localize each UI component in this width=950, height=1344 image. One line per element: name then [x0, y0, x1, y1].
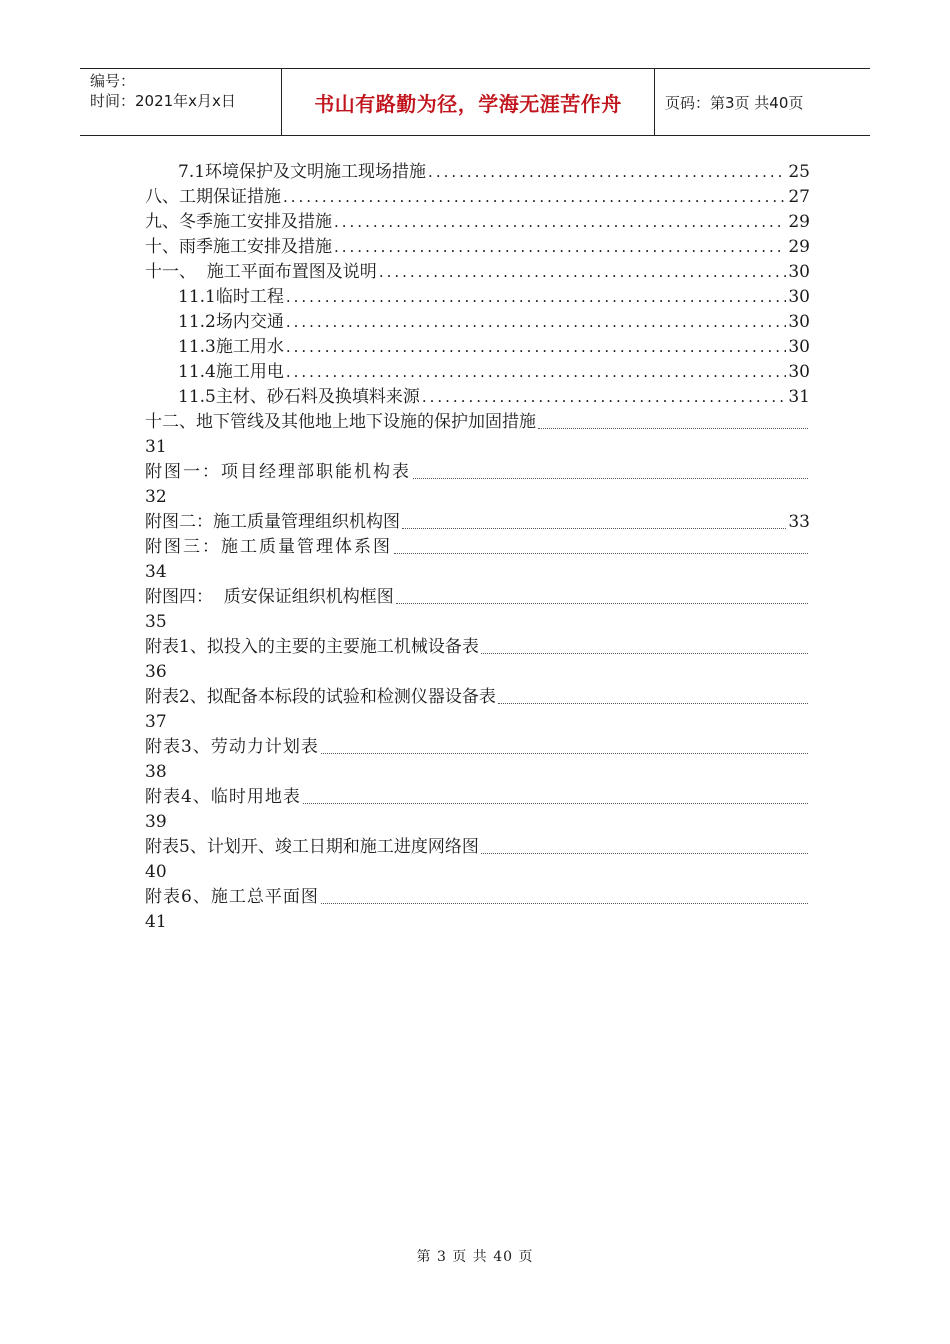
toc-entry-title: 附图一：项目经理部职能机构表 — [145, 462, 411, 482]
toc-entry-page: 30 — [788, 312, 810, 332]
header-meta — [80, 69, 282, 135]
toc-entry-page: 31 — [145, 437, 167, 457]
toc-leader — [321, 897, 808, 904]
toc-entry-page: 34 — [145, 562, 167, 582]
toc-leader — [379, 260, 787, 285]
header-page-code: 页码：第3页 共40页 — [665, 93, 804, 112]
toc-entry-title: 附表1、拟投入的主要的主要施工机械设备表 — [145, 637, 479, 657]
toc-entry-page: 41 — [145, 912, 167, 932]
toc-leader — [321, 747, 808, 754]
toc-entry-title: 11.5主材、砂石料及换填料来源 — [178, 387, 420, 407]
toc-entry-title: 十一、 施工平面布置图及说明 — [145, 262, 377, 282]
toc-entry-title: 附图二：施工质量管理组织机构图 — [145, 512, 400, 532]
toc-entry-title: 附图四： 质安保证组织机构框图 — [145, 587, 394, 607]
toc-entry-title: 十、雨季施工安排及措施 — [145, 237, 332, 257]
toc-leader — [394, 547, 808, 554]
toc-entry-page: 30 — [788, 362, 810, 382]
toc-entry-title: 八、工期保证措施 — [145, 187, 281, 207]
toc-entry-page: 30 — [788, 337, 810, 357]
toc-entry-page: 37 — [145, 712, 167, 732]
toc-entry-page: 29 — [788, 237, 810, 257]
toc-leader — [286, 285, 787, 310]
toc-entry[interactable] — [145, 260, 810, 285]
toc-entry[interactable] — [145, 210, 810, 235]
toc-entry-title: 附表6、施工总平面图 — [145, 887, 319, 907]
toc-entry-title: 十二、地下管线及其他地上地下设施的保护加固措施 — [145, 412, 536, 432]
toc-entry[interactable] — [145, 460, 810, 485]
toc-leader — [334, 210, 786, 235]
number-label: 编号： — [90, 72, 136, 90]
toc-leader — [538, 422, 808, 429]
toc-entry[interactable] — [145, 360, 810, 385]
toc-entry-page: 40 — [145, 862, 167, 882]
toc-leader — [303, 797, 808, 804]
toc-leader — [481, 847, 808, 854]
toc-entry-title: 11.2场内交通 — [178, 312, 284, 332]
time-label: 时间：2021年x月x日 — [90, 92, 236, 110]
toc-entry[interactable] — [145, 285, 810, 310]
toc-entry[interactable] — [145, 335, 810, 360]
toc-leader — [402, 522, 786, 529]
toc-entry[interactable] — [145, 385, 810, 410]
toc-entry[interactable] — [145, 185, 810, 210]
toc-leader — [481, 647, 808, 654]
page-header — [80, 68, 870, 136]
toc-leader — [286, 310, 787, 335]
table-of-contents — [145, 160, 810, 935]
toc-leader — [396, 597, 808, 604]
toc-entry[interactable] — [145, 160, 810, 185]
toc-entry-title: 附表3、劳动力计划表 — [145, 737, 319, 757]
toc-entry-page: 33 — [788, 512, 810, 532]
toc-entry[interactable] — [145, 735, 810, 760]
toc-entry[interactable] — [145, 785, 810, 810]
toc-entry-page: 25 — [788, 162, 810, 182]
toc-entry-page: 30 — [788, 262, 810, 282]
toc-leader — [428, 160, 786, 185]
toc-entry-title: 11.4施工用电 — [178, 362, 284, 382]
page-footer: 第 3 页 共 40 页 — [416, 1249, 534, 1265]
toc-entry[interactable] — [145, 310, 810, 335]
toc-entry-page: 38 — [145, 762, 167, 782]
toc-entry-title: 附表4、临时用地表 — [145, 787, 301, 807]
toc-entry-title: 附图三：施工质量管理体系图 — [145, 537, 392, 557]
toc-leader — [498, 697, 808, 704]
toc-entry-page: 30 — [788, 287, 810, 307]
toc-entry-page: 29 — [788, 212, 810, 232]
toc-entry[interactable] — [145, 885, 810, 910]
toc-leader — [286, 360, 787, 385]
toc-entry[interactable] — [145, 510, 810, 535]
toc-entry[interactable] — [145, 635, 810, 660]
toc-entry[interactable] — [145, 535, 810, 560]
toc-entry-title: 附表2、拟配备本标段的试验和检测仪器设备表 — [145, 687, 496, 707]
toc-entry-page: 27 — [788, 187, 810, 207]
toc-entry-title: 九、冬季施工安排及措施 — [145, 212, 332, 232]
toc-leader — [422, 385, 787, 410]
toc-entry-page: 39 — [145, 812, 167, 832]
toc-entry[interactable] — [145, 235, 810, 260]
toc-entry[interactable] — [145, 410, 810, 435]
toc-entry[interactable] — [145, 835, 810, 860]
toc-entry-title: 附表5、计划开、竣工日期和施工进度网络图 — [145, 837, 479, 857]
toc-entry-page: 35 — [145, 612, 167, 632]
toc-entry-title: 11.3施工用水 — [178, 337, 284, 357]
toc-entry-page: 31 — [788, 387, 810, 407]
toc-leader — [286, 335, 787, 360]
toc-leader — [334, 235, 786, 260]
toc-entry-page: 36 — [145, 662, 167, 682]
toc-entry-title: 7.1环境保护及文明施工现场措施 — [178, 162, 427, 182]
toc-leader — [413, 472, 808, 479]
toc-leader — [283, 185, 786, 210]
toc-entry[interactable] — [145, 585, 810, 610]
toc-entry[interactable] — [145, 685, 810, 710]
header-motto: 书山有路勤为径，学海无涯苦作舟 — [282, 69, 655, 135]
toc-entry-page: 32 — [145, 487, 167, 507]
toc-entry-title: 11.1临时工程 — [178, 287, 284, 307]
